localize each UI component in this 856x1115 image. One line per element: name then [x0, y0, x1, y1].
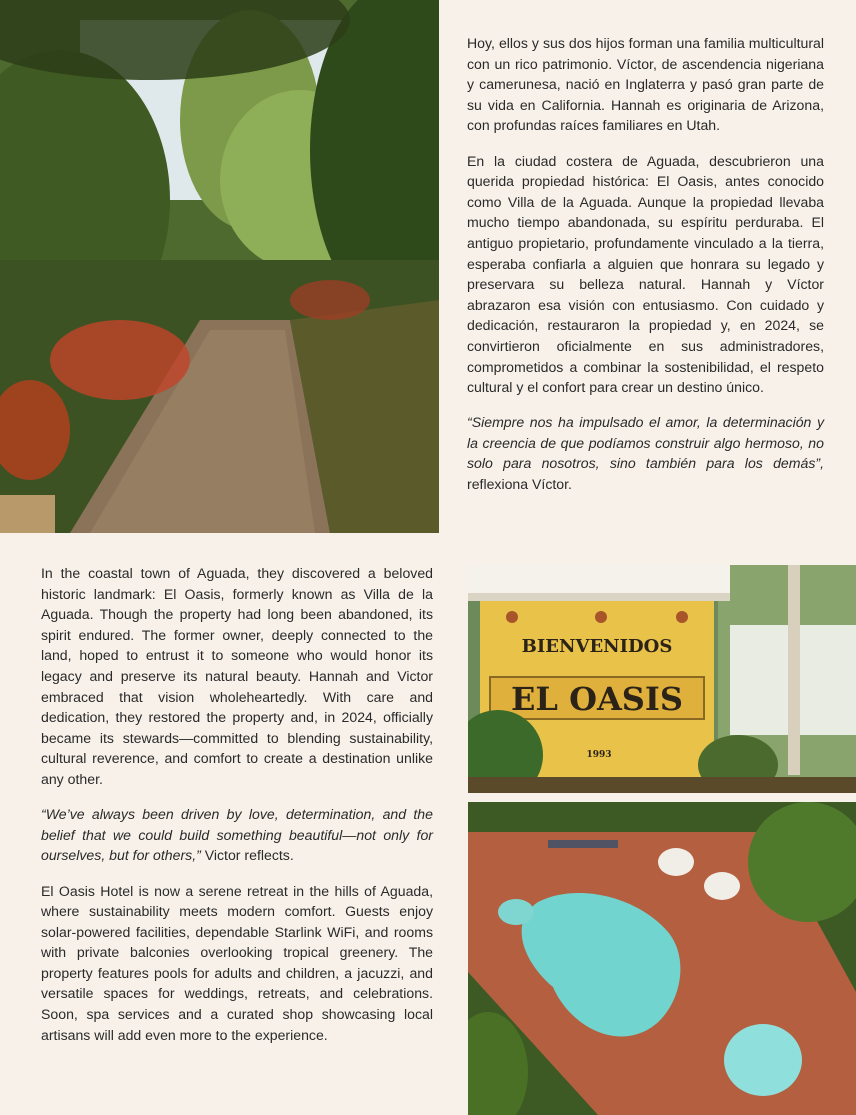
sign-name-text: EL OASIS — [511, 680, 683, 718]
sign-welcome-text: BIENVENIDOS — [521, 636, 673, 657]
spanish-paragraph-2: En la ciudad costera de Aguada, descubrieron una querida propiedad histórica: El Oasis, antes conocido como Villa de la Aguada. Aunque la propiedad llevaba mucho tiempo abandonada, su espíritu perduraba. El antiguo propietario, profundamente vinculado a la tierra, esperaba confiarla a alguien que honrara su legado y preservara su belleza natural. Hannah y Víctor abrazaron esa visión con entusiasmo. Con cuidado y dedicación, restauraron la propiedad y, en 2024, se convirtieron oficialmente en sus administradores, comprometidos a combinar la sostenibilidad, el respeto cultural y el confort para crear un destino único. — [467, 152, 824, 396]
english-paragraph-1: In the coastal town of Aguada, they discovered a beloved historic landmark: El Oasis, formerly known as Villa de la Aguada. Though the property had long been abandoned, its spirit endured. The former owner, deeply connected to the land, hoped to entrust it to someone who would honor its legacy and preserve its natural beauty. Hannah and Victor embraced that vision wholeheartedly. With care and dedication, they restored the property and, in 2024, officially became its stewards—committed to blending sustainability, cultural reverence, and comfort to create a destination unlike any other. — [41, 565, 433, 787]
spanish-quote — [467, 412, 824, 494]
english-column — [41, 563, 433, 1060]
english-quote-attribution: Victor reflects. — [200, 847, 294, 864]
garden-path-photo — [0, 0, 439, 533]
sign-year-text: 1993 — [586, 750, 612, 760]
aerial-pool-illustration — [468, 802, 856, 1115]
aerial-pool-photo — [468, 802, 856, 1115]
spanish-paragraph-1: Hoy, ellos y sus dos hijos forman una familia multicultural con un rico patrimonio. Víctor, de ascendencia nigeriana y camerunesa, nació en Inglaterra y pasó gran parte de su vida en California. Hannah es originaria de Arizona, con profundas raíces familiares en Utah. — [467, 35, 824, 134]
english-quote — [41, 804, 433, 866]
garden-path-illustration — [0, 0, 439, 533]
english-paragraph-3: El Oasis Hotel is now a serene retreat in the hills of Aguada, where sustainability meets modern comfort. Guests enjoy solar-powered facilities, dependable Starlink WiFi, and rooms with private balconies overlooking tropical greenery. The property features pools for adults and children, a jacuzzi, and versatile spaces for weddings, retreats, and celebrations. Soon, spa services and a curated shop showcasing local artisans will add even more to the experience. — [41, 882, 433, 1043]
spanish-quote-attribution: reflexiona Víctor. — [467, 476, 572, 493]
entrance-sign-photo — [468, 565, 856, 793]
english-quote-text: “We’ve always been driven by love, determination, and the belief that we could build something beautiful—not only for ourselves, but for others,” — [41, 806, 433, 864]
spanish-column — [467, 33, 824, 509]
spanish-quote-text: “Siempre nos ha impulsado el amor, la determinación y la creencia de que podíamos construir algo hermoso, no solo para nosotros, sino también para los demás”, — [467, 414, 824, 472]
entrance-sign-illustration — [468, 565, 856, 793]
